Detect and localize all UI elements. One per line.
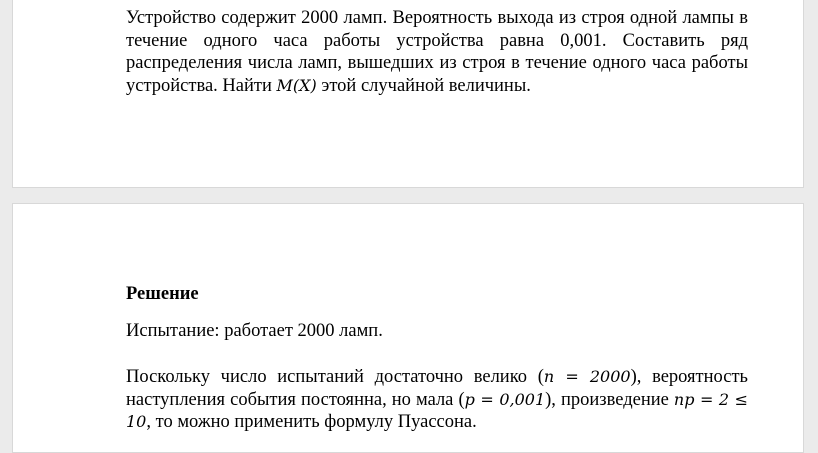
math-np: np = 2 ≤ 10 (126, 389, 749, 431)
problem-line-4: устройства. Найти (126, 75, 277, 96)
poisson-text-3: ), произведение (545, 389, 674, 410)
solution-heading: Решение (126, 284, 199, 304)
poisson-paragraph (126, 366, 748, 434)
problem-line-4-end: этой случайной величины. (316, 75, 531, 96)
problem-line-1: Устройство содержит 2000 ламп. Вероятность выхода из строя одной лампы в (126, 8, 748, 28)
poisson-text-1: Поскольку число испытаний достаточно велико ( (126, 367, 544, 387)
problem-card (12, 0, 804, 188)
math-p: p = 0,001 (464, 389, 546, 409)
problem-statement (126, 7, 748, 97)
poisson-text-2: ), вероятность наступления события постоянна, но мала ( (126, 367, 748, 410)
math-expectation: M(X) (276, 75, 317, 95)
problem-line-2: течение одного часа работы устройства равна 0,001. Составить ряд (126, 30, 748, 51)
poisson-text-4: , то можно применить формулу Пуассона. (146, 412, 477, 432)
problem-line-3: распределения числа ламп, вышедших из строя в течение одного часа работы (126, 53, 748, 73)
trial-text: Испытание: работает 2000 ламп. (126, 321, 383, 341)
math-n: n = 2000 (543, 367, 631, 386)
solution-card (12, 203, 804, 453)
